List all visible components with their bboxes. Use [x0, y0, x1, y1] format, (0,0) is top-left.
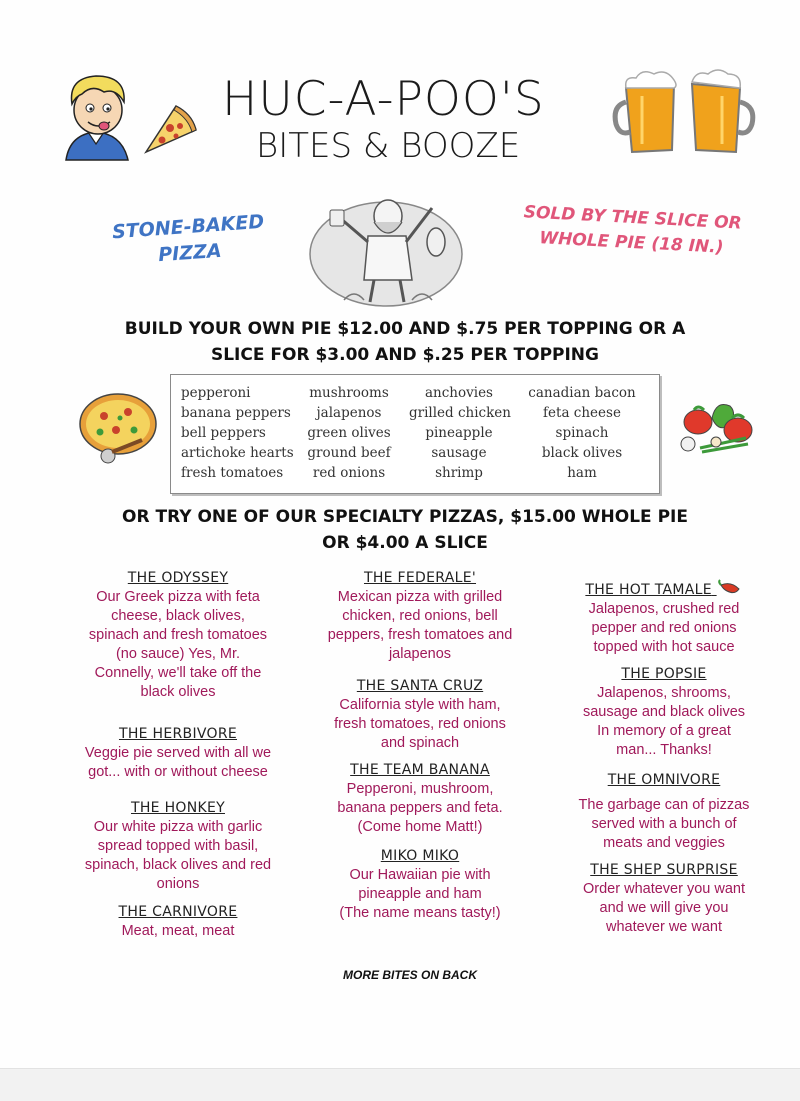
pizza-name: THE CARNIVORE — [118, 904, 238, 920]
description-line: and we will give you — [599, 900, 729, 916]
pizza-description — [546, 684, 782, 760]
pizza-description — [300, 696, 540, 753]
build-your-own-heading — [60, 316, 750, 368]
pizza-the-odyssey — [58, 568, 298, 702]
topping-item: grilled chicken — [409, 405, 511, 421]
pizza-description — [58, 818, 298, 894]
description-line: California style with ham, — [339, 697, 501, 713]
topping-item: ground beef — [307, 445, 391, 461]
specialty-line2: OR $4.00 A SLICE — [322, 533, 488, 553]
description-line: Our Hawaiian pie with — [349, 867, 491, 883]
pizza-name-text: THE HOT TAMALE — [585, 582, 712, 598]
toppings-column-2 — [299, 383, 399, 483]
chef-mascot-icon — [304, 188, 470, 312]
build-line1: BUILD YOUR OWN PIE $12.00 AND $.75 PER TOPPING OR A — [124, 319, 686, 339]
toppings-box — [170, 374, 660, 494]
description-line: spinach, black olives and red — [84, 857, 272, 873]
specialty-heading — [60, 504, 750, 556]
pizza-the-hot-tamale — [546, 576, 782, 657]
stone-baked-tagline — [82, 207, 295, 274]
restaurant-title: HUC-A-POO'S — [222, 72, 545, 127]
description-line: onions — [156, 876, 200, 892]
description-line: spread topped with basil, — [97, 838, 259, 854]
description-line: pineapple and ham — [358, 886, 482, 902]
sold-by-slice-tagline — [471, 198, 793, 265]
topping-item: jalapenos — [316, 405, 382, 421]
toppings-column-3 — [409, 383, 509, 483]
description-line: In memory of a great — [597, 723, 731, 739]
pizza-description — [58, 922, 298, 941]
pizza-description — [58, 588, 298, 702]
pizza-name: THE HONKEY — [131, 800, 225, 816]
topping-item: banana peppers — [181, 405, 291, 421]
pizza-the-carnivore — [58, 902, 298, 941]
description-line: topped with hot sauce — [593, 639, 735, 655]
topping-item: green olives — [307, 425, 391, 441]
more-bites-note: MORE BITES ON BACK — [342, 968, 477, 982]
topping-item: feta cheese — [543, 405, 621, 421]
description-line: sausage and black olives — [582, 704, 746, 720]
pizza-name — [546, 576, 782, 600]
description-line: black olives — [140, 684, 216, 700]
pizza-the-team-banana — [300, 760, 540, 837]
pizza-name: MIKO MIKO — [380, 848, 460, 864]
description-line: Mexican pizza with grilled — [337, 589, 503, 605]
topping-item: canadian bacon — [528, 385, 636, 401]
topping-item: spinach — [555, 425, 609, 441]
pizza-the-santa-cruz — [300, 676, 540, 753]
pizza-the-federale — [300, 568, 540, 664]
description-line: jalapenos — [388, 646, 452, 662]
pizza-description — [300, 780, 540, 837]
description-line: fresh tomatoes, red onions — [334, 716, 506, 732]
description-line: cheese, black olives, — [111, 608, 245, 624]
description-line: and spinach — [380, 735, 460, 751]
description-line: Our white pizza with garlic — [93, 819, 263, 835]
build-line2: SLICE FOR $3.00 AND $.25 PER TOPPING — [210, 345, 599, 365]
pizza-description — [546, 796, 782, 853]
description-line: Our Greek pizza with feta — [96, 589, 260, 605]
pizza-name: THE SHEP SURPRISE — [590, 862, 738, 878]
topping-item: fresh tomatoes — [181, 465, 284, 481]
beer-mugs-icon — [612, 66, 758, 156]
chili-pepper-icon — [717, 579, 743, 597]
topping-item: bell peppers — [181, 425, 266, 441]
topping-item: mushrooms — [309, 385, 389, 401]
topping-item: shrimp — [435, 465, 483, 481]
vegetables-icon — [676, 392, 762, 462]
topping-item: anchovies — [425, 385, 493, 401]
tagline-left-line1: STONE-BAKED — [111, 210, 265, 244]
specialty-line1: OR TRY ONE OF OUR SPECIALTY PIZZAS, $15.00 WHOLE PIE — [122, 507, 688, 527]
toppings-column-1 — [181, 383, 294, 483]
description-line: (Come home Matt!) — [357, 819, 483, 835]
pizza-description — [546, 600, 782, 657]
pizza-name: THE SANTA CRUZ — [356, 678, 484, 694]
description-line: Order whatever you want — [583, 881, 745, 897]
pizza-name: THE HERBIVORE — [118, 726, 238, 742]
pizza-miko-miko — [300, 846, 540, 923]
pizza-slice-icon — [140, 100, 200, 156]
description-line: banana peppers and feta. — [337, 800, 503, 816]
topping-item: artichoke hearts — [181, 445, 294, 461]
topping-item: sausage — [431, 445, 487, 461]
description-line: Jalapenos, shrooms, — [597, 685, 731, 701]
topping-item: pepperoni — [181, 385, 251, 401]
pizza-description — [58, 744, 298, 782]
description-line: served with a bunch of — [591, 816, 737, 832]
description-line: pepper and red onions — [591, 620, 737, 636]
tagline-left-line2: PIZZA — [157, 239, 223, 267]
topping-item: ham — [567, 465, 597, 481]
pizza-description — [300, 588, 540, 664]
pizza-description — [546, 880, 782, 937]
pizza-name: THE POPSIE — [621, 666, 707, 682]
description-line: Veggie pie served with all we — [84, 745, 272, 761]
toppings-column-4 — [515, 383, 649, 483]
description-line: meats and veggies — [603, 835, 725, 851]
pizza-the-herbivore — [58, 724, 298, 782]
description-line: peppers, fresh tomatoes and — [327, 627, 513, 643]
description-line: (The name means tasty!) — [339, 905, 501, 921]
tagline-right-line2: WHOLE PIE (18 IN.) — [538, 228, 724, 258]
description-line: man... Thanks! — [616, 742, 712, 758]
pizza-description — [300, 866, 540, 923]
description-line: Pepperoni, mushroom, — [346, 781, 494, 797]
scan-edge — [0, 1068, 800, 1101]
topping-item: pineapple — [425, 425, 493, 441]
pizza-the-shep-surprise — [546, 860, 782, 937]
description-line: got... with or without cheese — [88, 764, 268, 780]
description-line: whatever we want — [605, 919, 723, 935]
topping-item: red onions — [312, 465, 386, 481]
pizza-the-omnivore — [546, 770, 782, 853]
pizza-name: THE ODYSSEY — [127, 570, 229, 586]
pizza-name: THE TEAM BANANA — [350, 762, 490, 778]
description-line: spinach and fresh tomatoes — [88, 627, 268, 643]
description-line: The garbage can of pizzas — [578, 797, 750, 813]
description-line: chicken, red onions, bell — [342, 608, 498, 624]
cartoon-boy-icon — [52, 68, 144, 164]
restaurant-subtitle: BITES & BOOZE — [256, 126, 521, 166]
pizza-the-popsie — [546, 664, 782, 760]
description-line: (no sauce) Yes, Mr. — [115, 646, 241, 662]
pizza-the-honkey — [58, 798, 298, 894]
tagline-right-line1: SOLD BY THE SLICE OR — [523, 202, 743, 234]
description-line: Meat, meat, meat — [121, 923, 235, 939]
description-line: Connelly, we'll take off the — [94, 665, 262, 681]
topping-item: black olives — [541, 445, 623, 461]
description-line: Jalapenos, crushed red — [588, 601, 740, 617]
pizza-name: THE FEDERALE' — [363, 570, 477, 586]
whole-pizza-icon — [76, 390, 160, 468]
pizza-name: THE OMNIVORE — [607, 772, 721, 788]
